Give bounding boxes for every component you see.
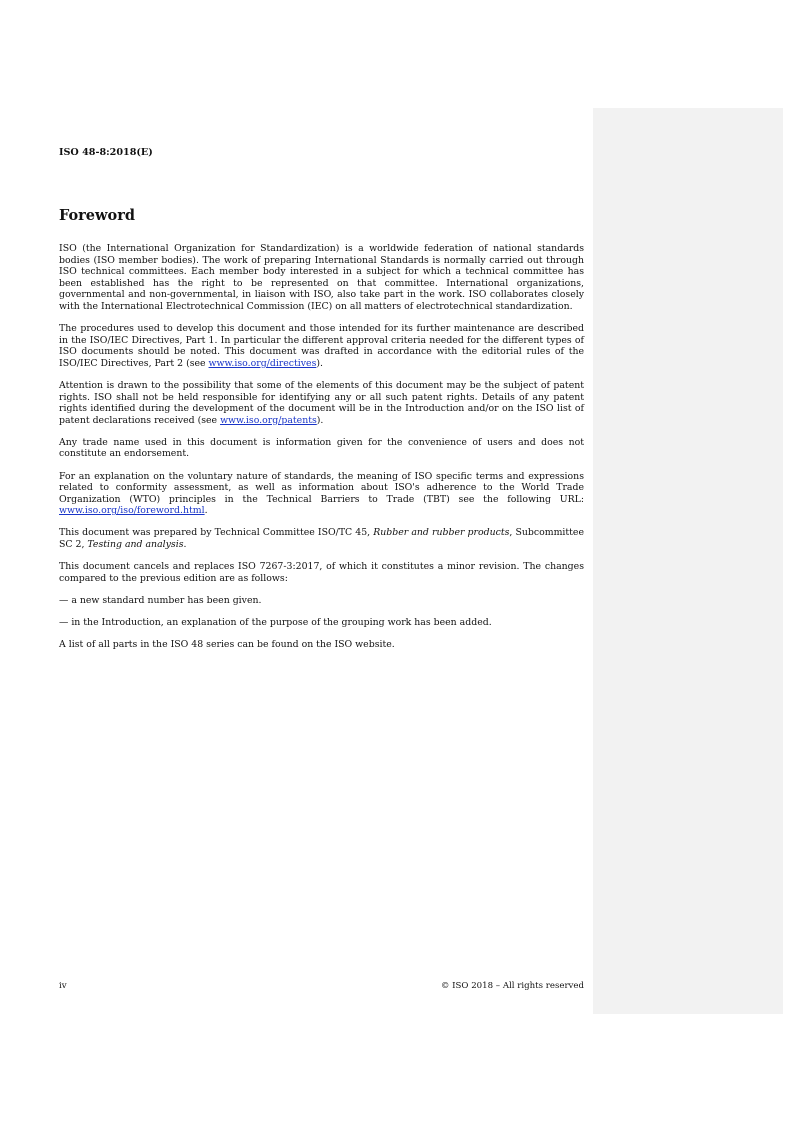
prepared-by-middle: , Subcommittee SC 2, (59, 527, 584, 550)
committee-title: Rubber and rubber products (373, 527, 510, 539)
copyright-notice: © ISO 2018 – All rights reserved (440, 981, 584, 991)
foreword-link[interactable]: www.iso.org/iso/foreword.html (59, 505, 205, 517)
paragraph-prepared-by (59, 527, 584, 550)
paragraph-procedures-end: ). (316, 357, 324, 369)
foreword-body (59, 243, 584, 661)
paragraph-trade-name: Any trade name used in this document is information given for the convenience of users and does not constitute an endorsement. (59, 436, 584, 460)
patents-link[interactable]: www.iso.org/patents (220, 414, 317, 426)
paragraph-voluntary-end: . (204, 505, 208, 517)
paragraph-series-list: A list of all parts in the ISO 48 series can be found on the ISO website. (59, 638, 395, 650)
paragraph-patents-end: ). (316, 414, 324, 426)
paragraph-voluntary-text: For an explanation on the voluntary nature of standards, the meaning of ISO specific terms and expressions related to conformity assessment, as well as information about ISO's adherence to the World Trade Organization (WTO) principles in the Technical Barriers to Trade (TBT) see the following URL: (59, 470, 584, 505)
change-item-1: — a new standard number has been given. (59, 594, 262, 606)
paragraph-patents (59, 380, 584, 426)
paragraph-revision: This document cancels and replaces ISO 7267-3:2017, of which it constitutes a minor revision. The changes compared to the previous edition are as follows: (59, 561, 584, 584)
paragraph-patents-text: Attention is drawn to the possibility that some of the elements of this document may be the subject of patent rights. ISO shall not be held responsible for identifying any or all such patent rights. Details of any patent rights identified during the development of the document will be in the Introduction and/or on the ISO list of patent declarations received (see (59, 379, 584, 426)
prepared-by-text: This document was prepared by Technical Committee ISO/TC 45, (59, 527, 374, 539)
paragraph-voluntary-nature (59, 471, 584, 517)
paragraph-iso-intro: ISO (the International Organization for Standardization) is a worldwide federation of national standards bodies (ISO member bodies). The work of preparing International Standards is normally carried out through ISO technical committees. Each member body interested in a subject for which a technical committee has been established has the right to be represented on that committee. International organizations, governmental and non-governmental, in liaison with ISO, also take part in the work. ISO collaborates closely with the International Electrotechnical Commission (IEC) on all matters of electrotechnical standardization. (59, 243, 584, 312)
change-item-2: — in the Introduction, an explanation of the purpose of the grouping work has been added. (59, 616, 492, 628)
directives-link[interactable]: www.iso.org/directives (208, 357, 317, 369)
document-identifier: ISO 48-8:2018(E) (59, 147, 153, 158)
prepared-by-end: . (183, 538, 187, 550)
paragraph-procedures (59, 323, 584, 369)
foreword-heading: Foreword (59, 207, 135, 224)
page-number: iv (59, 981, 67, 991)
comment-pane (593, 108, 783, 1014)
paragraph-procedures-text: The procedures used to develop this document and those intended for its further maintenance are described in the ISO/IEC Directives, Part 1. In particular the different approval criteria needed for the different types of ISO documents should be noted. This document was drafted in accordance with the editorial rules of the ISO/IEC Directives, Part 2 (see (59, 323, 584, 369)
subcommittee-title: Testing and analysis (87, 538, 184, 550)
